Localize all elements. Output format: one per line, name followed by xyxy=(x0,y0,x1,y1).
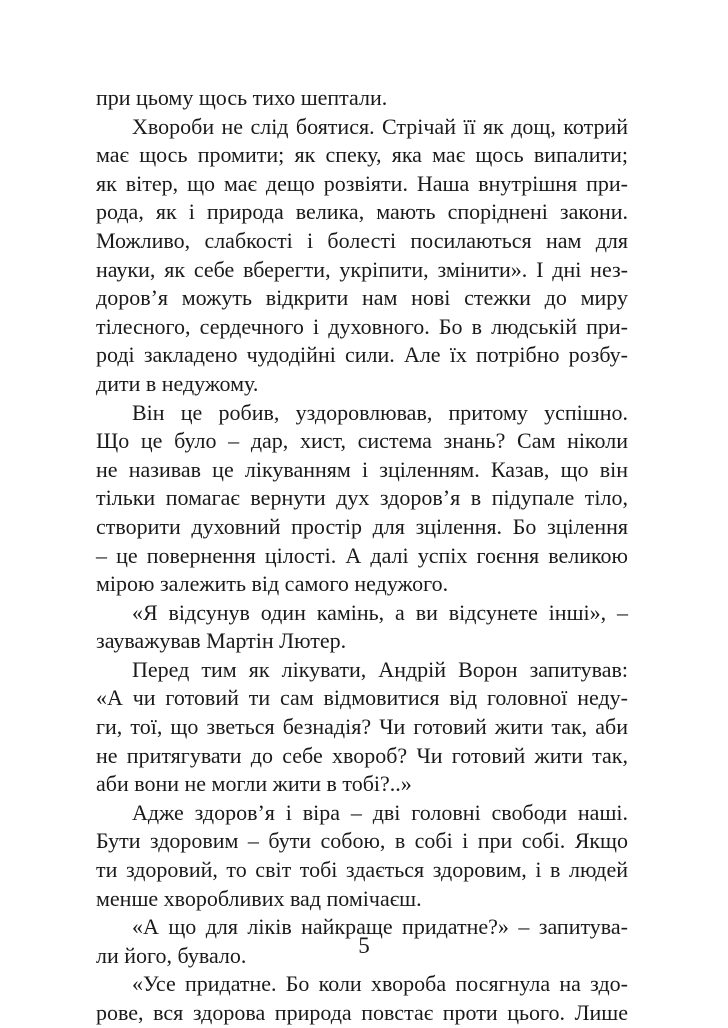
text-line: роді закладено чудодійні сили. Але їх потрібно розбу- xyxy=(96,342,628,368)
text-line: Перед тим як лікувати, Андрій Ворон запитував: xyxy=(132,656,628,682)
text-line: мірою залежить від самого недужого. xyxy=(96,571,449,597)
text-line: як вітер, що має дещо розвіяти. Наша внутрішня при- xyxy=(96,170,628,196)
text-line: тілесного, сердечного і духовного. Бо в людській при- xyxy=(96,313,628,339)
text-line: доров’я можуть відкрити нам нові стежки до миру xyxy=(96,285,628,311)
text-line: «Я відсунув один камінь, а ви відсунете інші», – xyxy=(132,599,628,625)
text-line: менше хворобливих вад помічаєш. xyxy=(96,885,422,911)
text-line: при цьому щось тихо шептали. xyxy=(96,85,388,110)
text-line: Що це було – дар, хист, система знань? Сам ніколи xyxy=(96,428,628,454)
text-line: дити в недужому. xyxy=(96,370,259,396)
text-line: ли його, бувало. xyxy=(96,942,247,968)
text-line: аби вони не могли жити в тобі?..» xyxy=(96,771,412,797)
text-line: Бути здоровим – бути собою, в собі і при собі. Якщо xyxy=(96,828,628,854)
text-line: тільки помагає вернути дух здоров’я в підупале тіло, xyxy=(96,485,628,511)
text-line: Адже здоров’я і віра – дві головні свободи наші. xyxy=(132,799,628,825)
text-line: «А що для ліків найкраще придатне?» – запитува- xyxy=(132,914,628,940)
text-line: ти здоровий, то світ тобі здається здоровим, і в людей xyxy=(96,857,628,883)
text-line: Він це робив, уздоровлював, притому успішно. xyxy=(132,399,628,425)
text-line: має щось промити; як спеку, яка має щось випалити; xyxy=(96,142,628,168)
body-text xyxy=(96,84,628,1028)
text-line: не притягувати до себе хвороб? Чи готовий жити так, xyxy=(96,742,628,768)
text-line: створити духовний простір для зцілення. Бо зцілення xyxy=(96,513,628,539)
text-line: рода, як і природа велика, мають споріднені закони. xyxy=(96,199,628,225)
text-line: ги, тої, що зветься безнадія? Чи готовий жити так, аби xyxy=(96,714,628,740)
text-line: не називав це лікуванням і зціленням. Казав, що він xyxy=(96,456,628,482)
text-line: рове, вся здорова природа повстає проти цього. Лише xyxy=(96,1000,628,1025)
text-line: «А чи готовий ти сам відмовитися від головної неду- xyxy=(96,685,628,711)
page-number: 5 xyxy=(358,933,370,958)
text-line: Можливо, слабкості і болесті посилаються нам для xyxy=(96,227,628,253)
text-line: науки, як себе вберегти, укріпити, змінити». І дні нез- xyxy=(96,256,628,282)
text-line: «Усе придатне. Бо коли хвороба посягнула на здо- xyxy=(132,971,628,997)
text-line: – це повернення цілості. А далі успіх гоєння великою xyxy=(96,542,628,568)
text-line: зауважував Мартін Лютер. xyxy=(96,628,347,654)
text-line: Хвороби не слід боятися. Стрічай її як дощ, котрий xyxy=(132,113,628,139)
